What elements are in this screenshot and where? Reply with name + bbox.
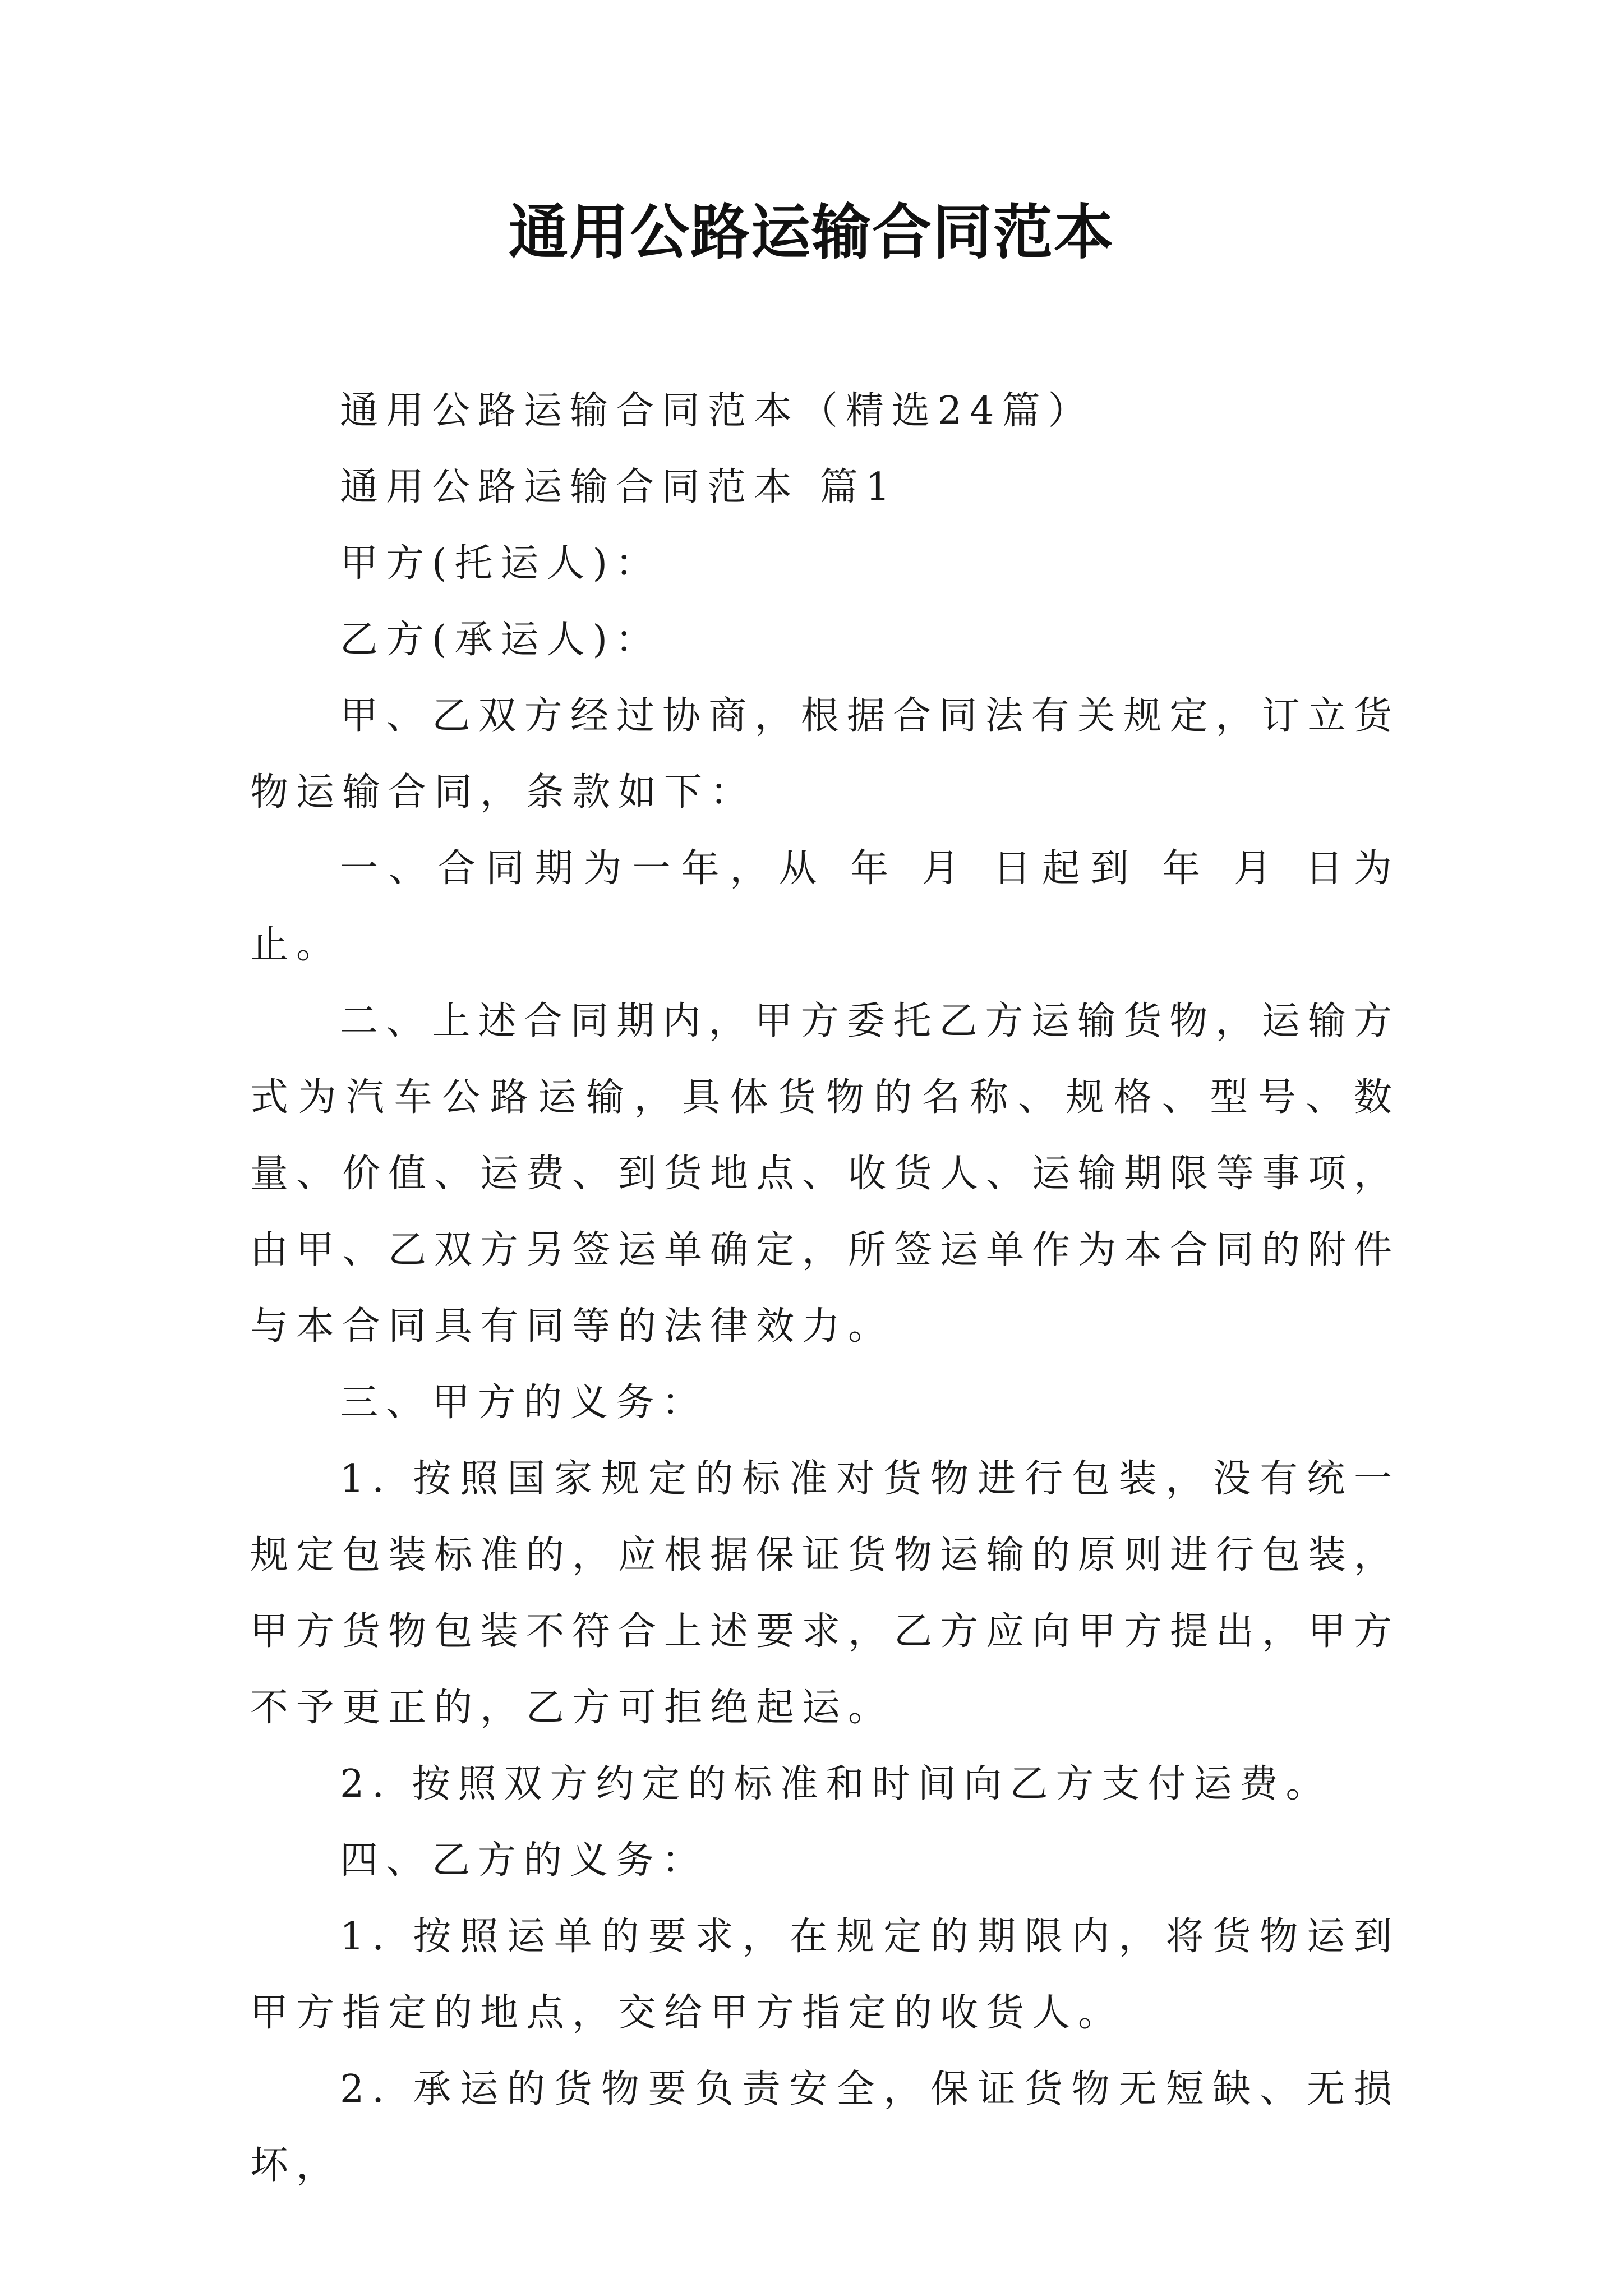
paragraph-clause-4-heading: 四、乙方的义务： (340, 1838, 708, 1883)
document-body (250, 373, 1400, 2204)
paragraph-clause-4-item-1: 1. 按照运单的要求，在规定的期限内，将货物运到甲方指定的地点，交给甲方指定的收货人。 (250, 1915, 1400, 2035)
paragraph-preamble: 甲、乙双方经过协商，根据合同法有关规定，订立货物运输合同，条款如下： (250, 694, 1400, 815)
paragraph-clause-3-item-1: 1. 按照国家规定的标准对货物进行包装，没有统一规定包装标准的，应根据保证货物运输的原则进行包装，甲方货物包装不符合上述要求，乙方应向甲方提出，甲方不予更正的，乙方可拒绝起运。 (250, 1457, 1400, 1730)
paragraph-party-b: 乙方(承运人)： (340, 618, 662, 662)
paragraph-party-a: 甲方(托运人)： (340, 541, 662, 586)
paragraph-clause-3-heading: 三、甲方的义务： (340, 1381, 708, 1425)
paragraph-section-heading: 通用公路运输合同范本 篇1 (340, 465, 898, 509)
document-title: 通用公路运输合同范本 (509, 198, 1114, 267)
paragraph-clause-4-item-2: 2. 承运的货物要负责安全，保证货物无短缺、无损坏， (250, 2067, 1400, 2188)
paragraph-subtitle: 通用公路运输合同范本（精选24篇） (340, 389, 1094, 433)
paragraph-clause-1: 一、合同期为一年，从 年 月 日起到 年 月 日为止。 (250, 846, 1400, 967)
paragraph-clause-2: 二、上述合同期内，甲方委托乙方运输货物，运输方式为汽车公路运输，具体货物的名称、规格、型号、数量、价值、运费、到货地点、收货人、运输期限等事项，由甲、乙双方另签运单确定，所签运单作为本合同的附件与本合同具有同等的法律效力。 (250, 999, 1400, 1349)
paragraph-clause-3-item-2: 2. 按照双方约定的标准和时间向乙方支付运费。 (340, 1762, 1332, 1806)
